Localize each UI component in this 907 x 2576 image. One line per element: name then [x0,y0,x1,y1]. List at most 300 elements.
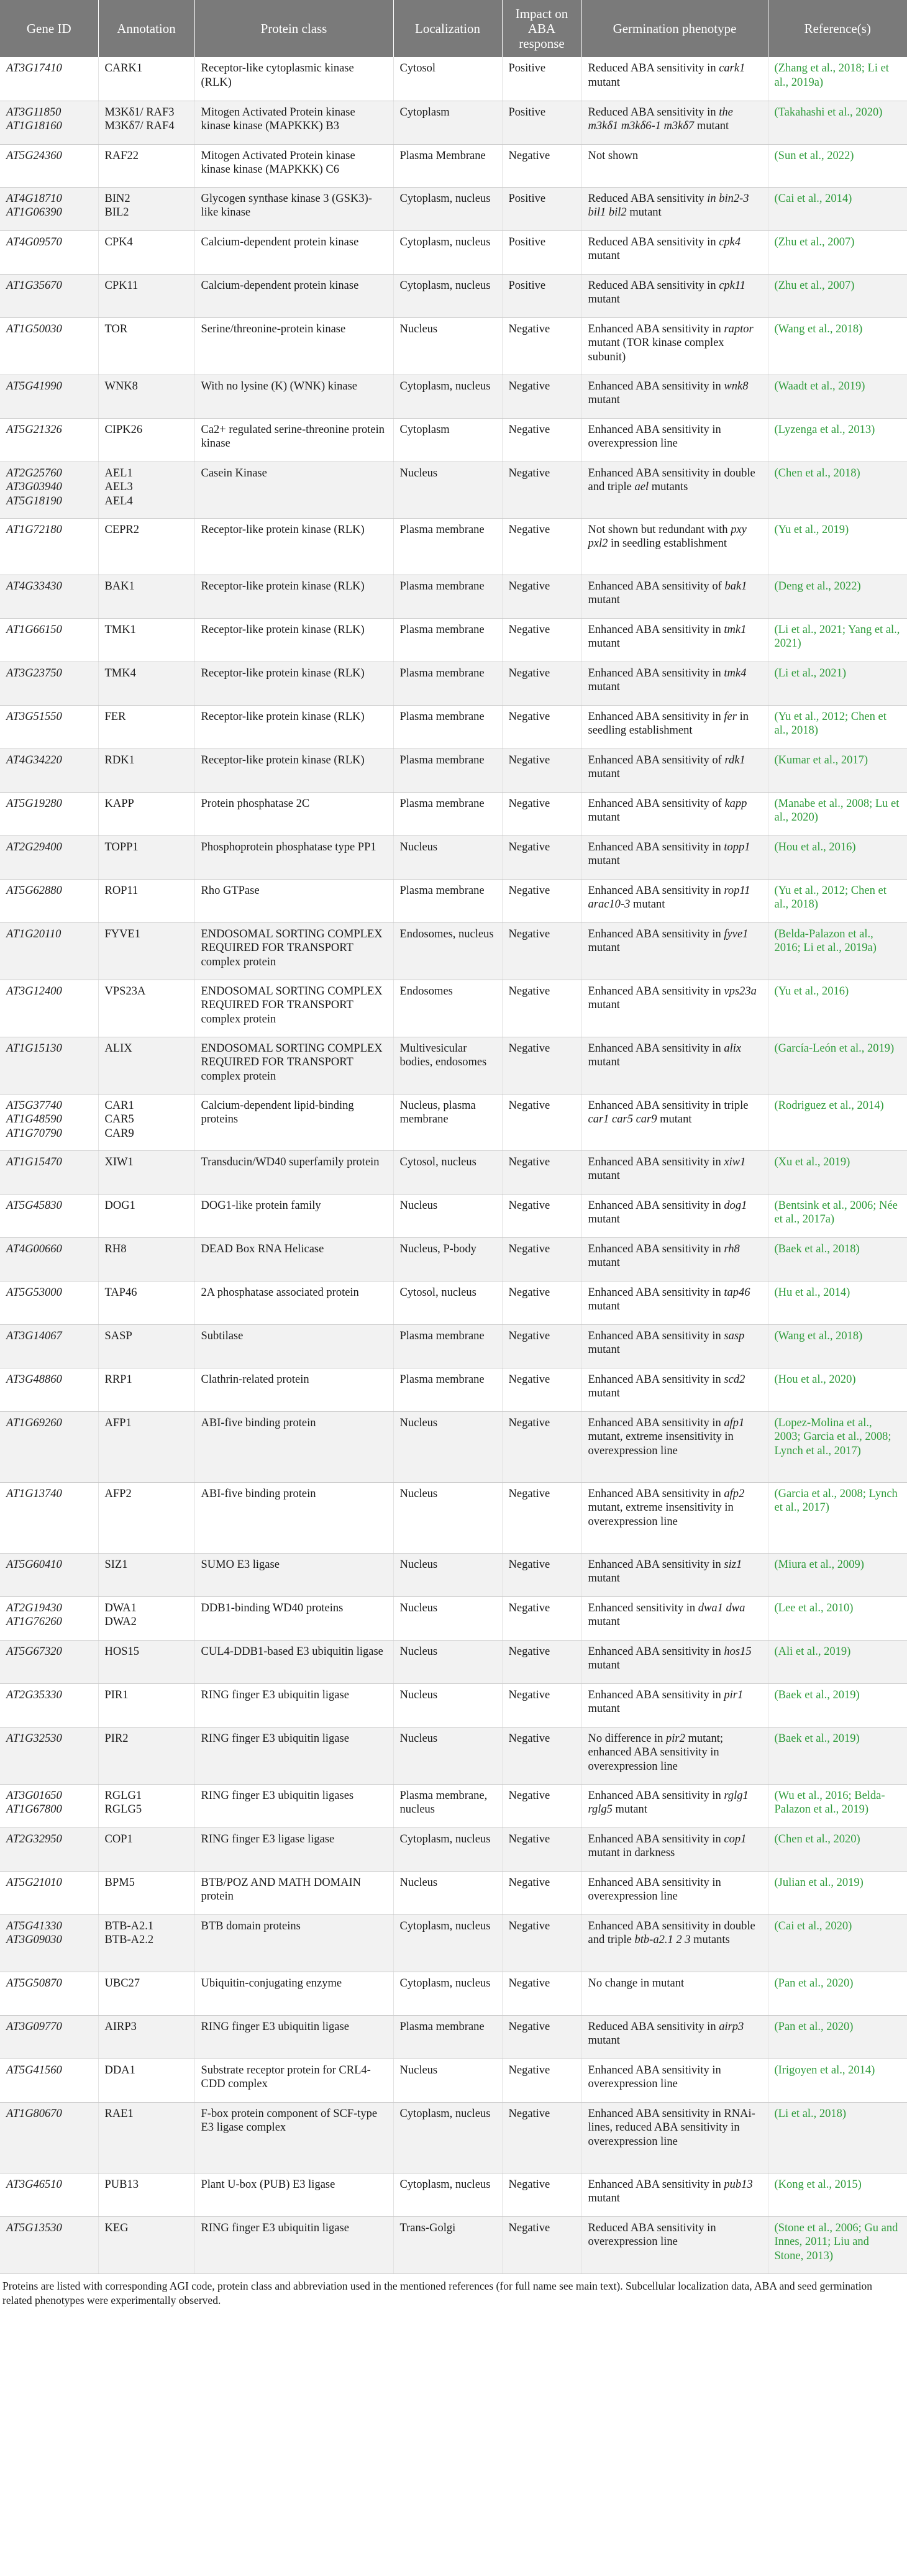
phenotype-text: mutant [588,250,620,263]
mutant-name: in bin2-3 bil1 bil2 [588,192,749,219]
phenotype-text: No change in mutant [588,1977,685,1990]
impact-cell [502,1411,581,1482]
phenotype-cell [581,1553,768,1596]
gene-id-cell-line: AT1G76260 [6,1616,62,1629]
localization-cell-line: Plasma membrane [399,667,485,680]
phenotype-text: Enhanced sensitivity in [588,1601,698,1614]
localization-cell [393,922,502,980]
localization-cell [393,1037,502,1094]
header-row [0,0,907,57]
gene-id-cell [0,418,98,462]
gene-id-cell [0,57,98,101]
table-row [0,2102,907,2173]
reference-link[interactable]: (García-León et al., 2019) [774,1042,895,1055]
annotation-cell [98,375,194,418]
annotation-cell [98,1281,194,1324]
table-row [0,1368,907,1411]
phenotype-text: mutant [588,1170,620,1183]
table-row [0,187,907,230]
reference-link[interactable]: (Pan et al., 2020) [774,2020,854,2033]
phenotype-cell [581,1914,768,1972]
impact-cell [502,1727,581,1784]
phenotype-cell [581,1784,768,1827]
impact-cell-line: Negative [508,985,550,998]
localization-cell [393,980,502,1037]
table-row [0,2173,907,2216]
reference-link[interactable]: (Waadt et al., 2019) [774,380,865,393]
table-row [0,1596,907,1640]
gene-id-cell-line: AT1G80670 [6,2107,62,2120]
reference-link[interactable]: (Belda-Palazon et al., 2016; Li et al., 2019a) [774,927,877,955]
impact-cell [502,705,581,749]
annotation-cell [98,518,194,575]
annotation-cell-line: PIR2 [104,1732,129,1745]
protein-class-cell [194,418,393,462]
reference-cell [768,980,907,1037]
gene-id-cell-line: AT2G19430 [6,1601,62,1614]
phenotype-text: Enhanced ABA sensitivity in double and triple [588,1919,755,1947]
localization-cell-line: Nucleus [399,1601,438,1614]
gene-id-cell [0,575,98,618]
reference-link[interactable]: (Wang et al., 2018) [774,1329,863,1342]
gene-id-cell [0,1914,98,1972]
reference-link[interactable]: (Lyzenga et al., 2013) [774,423,875,436]
reference-link[interactable]: (Takahashi et al., 2020) [774,106,883,119]
impact-cell-line: Positive [508,106,546,119]
reference-link[interactable]: (Hou et al., 2016) [774,840,856,853]
localization-cell [393,230,502,274]
phenotype-text: Enhanced ABA sensitivity in [588,1199,724,1212]
annotation-cell-line: COP1 [104,1832,133,1846]
localization-cell-line: Plasma membrane [399,2020,485,2033]
annotation-cell [98,57,194,101]
table-row [0,2059,907,2102]
localization-cell [393,375,502,418]
reference-cell [768,144,907,187]
gene-id-cell [0,1037,98,1094]
annotation-cell [98,1482,194,1553]
protein-class-cell-line: ABI-five binding protein [201,1487,316,1500]
phenotype-text: Enhanced ABA sensitivity in double and triple [588,467,755,494]
phenotype-text: Enhanced ABA sensitivity in overexpression line [588,423,721,450]
header-germination-phenotype: Germination phenotype [581,0,768,57]
phenotype-text: Enhanced ABA sensitivity in [588,1832,724,1846]
impact-cell [502,375,581,418]
reference-link[interactable]: (Li et al., 2018) [774,2107,847,2120]
protein-class-cell [194,57,393,101]
phenotype-cell [581,2015,768,2059]
gene-id-cell-line: AT5G60410 [6,1558,62,1571]
protein-class-cell-line: Receptor-like protein kinase (RLK) [201,523,365,536]
localization-cell [393,1683,502,1727]
mutant-name: afp1 [724,1416,745,1429]
impact-cell-line: Negative [508,710,550,723]
impact-cell [502,101,581,144]
phenotype-text: mutant [588,942,620,955]
reference-link[interactable]: (Cai et al., 2014) [774,192,852,205]
impact-cell-line: Negative [508,2178,550,2191]
phenotype-text: mutant [588,1659,620,1672]
phenotype-text: mutant [588,681,620,694]
mutant-name: pub13 [724,2178,753,2191]
gene-id-cell-line: AT5G21326 [6,423,62,436]
reference-link[interactable]: (Yu et al., 2016) [774,985,849,998]
table-row [0,57,907,101]
impact-cell [502,575,581,618]
localization-cell [393,144,502,187]
reference-link[interactable]: (Baek et al., 2018) [774,1242,860,1255]
phenotype-cell [581,317,768,375]
protein-class-cell-line: With no lysine (K) (WNK) kinase [201,380,358,393]
gene-id-cell-line: AT3G51550 [6,710,62,723]
protein-class-cell-line: RING finger E3 ubiquitin ligase [201,1688,349,1701]
gene-id-cell-line: AT1G35670 [6,279,62,292]
annotation-cell-line: SIZ1 [104,1558,128,1571]
reference-link[interactable]: (Cai et al., 2020) [774,1919,852,1932]
reference-link[interactable]: (Lee et al., 2010) [774,1601,854,1614]
gene-id-cell-line: AT1G32530 [6,1732,62,1745]
phenotype-text: Enhanced ABA sensitivity in [588,1688,724,1701]
mutant-name: pir2 [666,1732,685,1745]
gene-id-cell-line: AT1G66150 [6,623,62,636]
table-row [0,1871,907,1914]
impact-cell [502,1871,581,1914]
localization-cell-line: Cytoplasm, nucleus [399,279,491,292]
mutant-name: topp1 [724,840,750,853]
annotation-cell-line: ALIX [104,1042,132,1055]
protein-class-cell-line: Serine/threonine-protein kinase [201,322,346,335]
localization-cell [393,1150,502,1194]
localization-cell [393,57,502,101]
gene-id-cell [0,1237,98,1281]
impact-cell-line: Negative [508,1487,550,1500]
impact-cell [502,1482,581,1553]
phenotype-text: Enhanced ABA sensitivity in [588,623,724,636]
impact-cell [502,1150,581,1194]
phenotype-cell [581,2102,768,2173]
reference-link[interactable]: (Zhu et al., 2007) [774,235,855,248]
impact-cell [502,1237,581,1281]
phenotype-cell [581,879,768,922]
gene-id-cell [0,2102,98,2173]
impact-cell-line: Negative [508,1042,550,1055]
impact-cell [502,57,581,101]
localization-cell-line: Cytoplasm, nucleus [399,380,491,393]
phenotype-cell [581,1727,768,1784]
impact-cell-line: Negative [508,623,550,636]
gene-id-cell [0,1411,98,1482]
gene-id-cell-line: AT2G25760 [6,467,62,480]
phenotype-cell [581,101,768,144]
phenotype-text: Enhanced ABA sensitivity of [588,580,725,593]
annotation-cell [98,144,194,187]
phenotype-cell [581,518,768,575]
reference-cell [768,101,907,144]
annotation-cell-line: TAP46 [104,1286,137,1299]
reference-link[interactable]: (Zhang et al., 2018; Li et al., 2019a) [774,62,889,89]
reference-link[interactable]: (Li et al., 2021; Yang et al., 2021) [774,623,900,650]
mutant-name: fyve1 [724,927,749,940]
gene-id-cell [0,1972,98,2015]
impact-cell [502,1683,581,1727]
mutant-name: vps23a [724,985,757,998]
impact-cell-line: Negative [508,322,550,335]
table-row [0,144,907,187]
phenotype-text: Reduced ABA sensitivity in overexpression line [588,2221,716,2249]
protein-class-cell-line: Calcium-dependent protein kinase [201,279,359,292]
annotation-cell [98,1727,194,1784]
phenotype-text: mutant [588,594,620,607]
protein-class-cell [194,144,393,187]
reference-link[interactable]: (Julian et al., 2019) [774,1876,864,1889]
phenotype-cell [581,1683,768,1727]
localization-cell [393,2015,502,2059]
phenotype-cell [581,418,768,462]
annotation-cell [98,1194,194,1237]
annotation-cell-line: RH8 [104,1242,127,1255]
annotation-cell-line: BAK1 [104,580,135,593]
reference-link[interactable]: (Kumar et al., 2017) [774,753,868,767]
reference-link[interactable]: (Ali et al., 2019) [774,1645,851,1658]
annotation-cell-line: PIR1 [104,1688,129,1701]
mutant-name: tmk4 [724,667,747,680]
protein-class-cell [194,1411,393,1482]
impact-cell [502,418,581,462]
header-protein-class: Protein class [194,0,393,57]
protein-class-cell-line: Ca2+ regulated serine-threonine protein kinase [201,423,385,450]
impact-cell [502,2015,581,2059]
protein-class-cell [194,922,393,980]
annotation-cell-line: KEG [104,2221,129,2234]
phenotype-text: mutant [588,1572,620,1585]
phenotype-text: mutant [626,206,662,219]
reference-link[interactable]: (Wang et al., 2018) [774,322,863,335]
table-row [0,1683,907,1727]
gene-id-cell [0,2216,98,2273]
protein-class-cell [194,835,393,879]
localization-cell-line: Plasma Membrane [399,149,486,162]
localization-cell [393,1972,502,2015]
gene-id-cell-line: AT1G18160 [6,120,62,133]
localization-cell [393,418,502,462]
reference-link[interactable]: (Bentsink et al., 2006; Née et al., 2017a) [774,1199,898,1226]
gene-id-cell [0,749,98,792]
reference-cell [768,57,907,101]
phenotype-text: mutants [649,481,688,494]
gene-id-cell-line: AT5G41330 [6,1919,62,1932]
reference-cell [768,462,907,518]
localization-cell [393,1827,502,1871]
protein-class-cell-line: 2A phosphatase associated protein [201,1286,359,1299]
impact-cell [502,1914,581,1972]
phenotype-cell [581,792,768,835]
localization-cell-line: Plasma membrane [399,710,485,723]
phenotype-text: Enhanced ABA sensitivity in [588,884,724,897]
phenotype-cell [581,1368,768,1411]
localization-cell-line: Cytoplasm, nucleus [399,1919,491,1932]
gene-id-cell [0,462,98,518]
annotation-cell-line: FYVE1 [104,927,141,940]
reference-link[interactable]: (Miura et al., 2009) [774,1558,864,1571]
phenotype-text: mutant, extreme insensitivity in overexpression line [588,1431,734,1458]
reference-link[interactable]: (Baek et al., 2019) [774,1688,860,1701]
localization-cell [393,1914,502,1972]
impact-cell [502,2216,581,2273]
reference-link[interactable]: (Yu et al., 2012; Chen et al., 2018) [774,710,886,737]
reference-cell [768,518,907,575]
impact-cell-line: Negative [508,1876,550,1889]
phenotype-text: mutant [588,76,620,89]
reference-link[interactable]: (Chen et al., 2018) [774,467,860,480]
reference-link[interactable]: (Lopez-Molina et al., 2003; Garcia et al., 2008; Lynch et al., 2017) [774,1416,891,1458]
annotation-cell [98,1871,194,1914]
impact-cell-line: Negative [508,523,550,536]
impact-cell-line: Negative [508,1286,550,1299]
reference-link[interactable]: (Stone et al., 2006; Gu and Innes, 2011; Liu and Stone, 2013) [774,2221,898,2263]
localization-cell-line: Nucleus [399,1688,438,1701]
phenotype-text: Enhanced ABA sensitivity in [588,840,724,853]
phenotype-text: Reduced ABA sensitivity in [588,62,719,75]
impact-cell-line: Positive [508,62,546,75]
reference-link[interactable]: (Baek et al., 2019) [774,1732,860,1745]
gene-id-cell [0,230,98,274]
reference-link[interactable]: (Yu et al., 2019) [774,523,849,536]
gene-id-cell [0,1871,98,1914]
localization-cell-line: Cytosol, nucleus [399,1155,476,1168]
reference-cell [768,1914,907,1972]
reference-link[interactable]: (Pan et al., 2020) [774,1977,854,1990]
gene-id-cell [0,187,98,230]
protein-class-cell-line: Receptor-like protein kinase (RLK) [201,623,365,636]
protein-class-cell [194,1914,393,1972]
gene-id-cell-line: AT5G67320 [6,1645,62,1658]
localization-cell [393,1482,502,1553]
gene-id-cell-line: AT5G62880 [6,884,62,897]
localization-cell [393,462,502,518]
table-row [0,462,907,518]
annotation-cell [98,462,194,518]
protein-class-cell [194,2173,393,2216]
phenotype-cell [581,462,768,518]
annotation-cell-line: DWA2 [104,1616,137,1629]
protein-class-cell-line: RING finger E3 ubiquitin ligases [201,1789,354,1802]
annotation-cell-line: CIPK26 [104,423,143,436]
phenotype-cell [581,1482,768,1553]
table-row [0,879,907,922]
phenotype-cell [581,1194,768,1237]
reference-link[interactable]: (Kong et al., 2015) [774,2178,862,2191]
gene-id-cell-line: AT5G41560 [6,2064,62,2077]
reference-cell [768,1784,907,1827]
protein-class-cell [194,462,393,518]
annotation-cell [98,317,194,375]
reference-link[interactable]: (Yu et al., 2012; Chen et al., 2018) [774,884,886,911]
reference-link[interactable]: (Sun et al., 2022) [774,149,854,162]
table-row [0,1411,907,1482]
localization-cell [393,518,502,575]
localization-cell-line: Cytoplasm, nucleus [399,1832,491,1846]
gene-id-cell [0,1482,98,1553]
localization-cell-line: Cytoplasm [399,423,450,436]
gene-id-cell-line: AT1G67800 [6,1803,62,1816]
gene-id-cell [0,922,98,980]
phenotype-text: mutant [588,999,620,1012]
localization-cell [393,749,502,792]
annotation-cell [98,2059,194,2102]
reference-cell [768,418,907,462]
annotation-cell [98,1553,194,1596]
phenotype-text: Enhanced ABA sensitivity in [588,927,724,940]
mutant-name: cpk11 [719,279,746,292]
reference-link[interactable]: (Hu et al., 2014) [774,1286,850,1299]
localization-cell-line: Cytoplasm, nucleus [399,1977,491,1990]
phenotype-text: Enhanced ABA sensitivity in [588,1242,724,1255]
annotation-cell [98,1150,194,1194]
mutant-name: ael [634,481,649,494]
reference-link[interactable]: (Li et al., 2021) [774,667,847,680]
localization-cell [393,1553,502,1596]
localization-cell [393,2216,502,2273]
phenotype-text: mutant [588,2034,620,2047]
impact-cell-line: Negative [508,1099,550,1112]
reference-link[interactable]: (Zhu et al., 2007) [774,279,855,292]
reference-link[interactable]: (Xu et al., 2019) [774,1155,850,1168]
mutant-name: afp2 [724,1487,745,1500]
table-row [0,1784,907,1827]
localization-cell-line: Plasma membrane [399,753,485,767]
impact-cell [502,1281,581,1324]
table-row [0,1150,907,1194]
annotation-cell [98,749,194,792]
table-row [0,618,907,662]
gene-id-cell [0,1553,98,1596]
reference-link[interactable]: (Rodriguez et al., 2014) [774,1099,884,1112]
protein-class-cell [194,274,393,317]
impact-cell-line: Negative [508,1373,550,1386]
localization-cell-line: Nucleus, P-body [399,1242,476,1255]
reference-link[interactable]: (Irigoyen et al., 2014) [774,2064,875,2077]
phenotype-text: Reduced ABA sensitivity in [588,235,719,248]
impact-cell-line: Negative [508,2221,550,2234]
reference-cell [768,1683,907,1727]
impact-cell [502,2102,581,2173]
mutant-name: rop11 arac10-3 [588,884,750,911]
table-row [0,2015,907,2059]
reference-link[interactable]: (Manabe et al., 2008; Lu et al., 2020) [774,797,900,824]
mutant-name: pir1 [724,1688,744,1701]
localization-cell-line: Plasma membrane [399,797,485,810]
protein-class-cell-line: Receptor-like protein kinase (RLK) [201,667,365,680]
reference-link[interactable]: (Chen et al., 2020) [774,1832,860,1846]
reference-cell [768,2216,907,2273]
gene-id-cell [0,705,98,749]
phenotype-text: Enhanced ABA sensitivity in [588,1155,724,1168]
reference-link[interactable]: (Garcia et al., 2008; Lynch et al., 2017) [774,1487,898,1514]
gene-id-cell-line: AT4G34220 [6,753,62,767]
reference-link[interactable]: (Wu et al., 2016; Belda-Palazon et al., 2019) [774,1789,885,1816]
mutant-name: cark1 [719,62,745,75]
table-row [0,1914,907,1972]
reference-link[interactable]: (Hou et al., 2020) [774,1373,856,1386]
gene-id-cell-line: AT3G48860 [6,1373,62,1386]
annotation-cell-line: SASP [104,1329,132,1342]
reference-link[interactable]: (Deng et al., 2022) [774,580,861,593]
protein-class-cell [194,1683,393,1727]
table-row [0,518,907,575]
phenotype-cell [581,575,768,618]
annotation-cell-line: AEL1 [104,467,133,480]
impact-cell [502,317,581,375]
